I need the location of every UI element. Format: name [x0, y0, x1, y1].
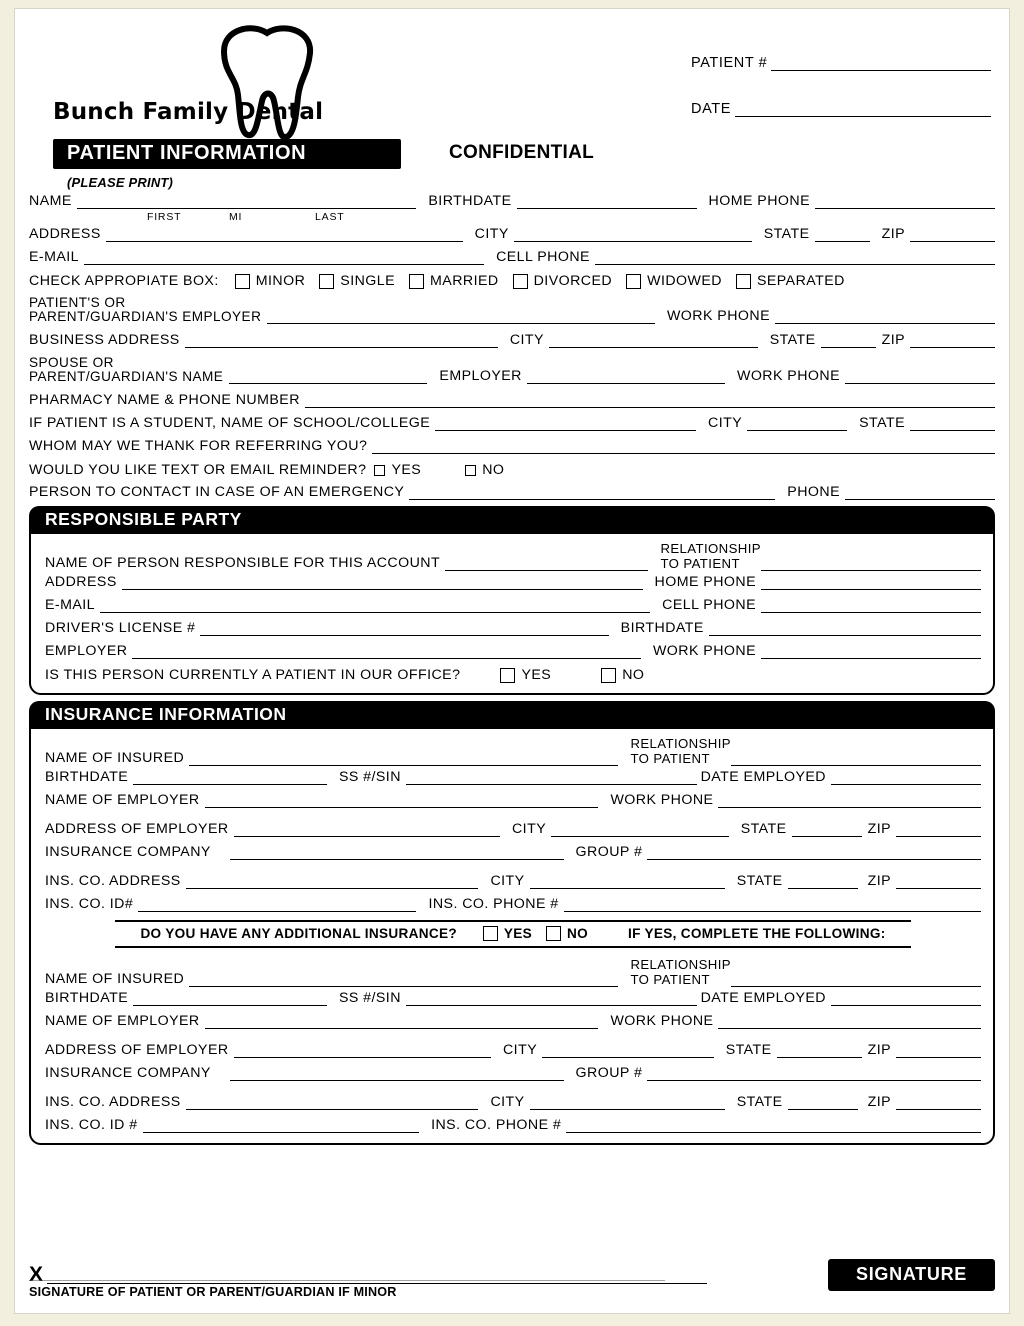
ins-co-zip-input[interactable]: [896, 874, 981, 889]
employer2-state-label: STATE: [725, 1042, 772, 1058]
business-address-label: BUSINESS ADDRESS: [29, 332, 180, 348]
date-row: [691, 101, 991, 117]
status-option-single[interactable]: [319, 273, 395, 289]
birthdate-label: BIRTHDATE: [428, 193, 512, 209]
referral-row: [29, 439, 995, 454]
insurance2-company-label: INSURANCE COMPANY: [45, 1065, 211, 1081]
name-row: [29, 194, 995, 209]
emergency-phone-input[interactable]: [845, 485, 995, 500]
insured2-ssn-input[interactable]: [406, 991, 697, 1006]
employer-city-input[interactable]: [551, 822, 729, 837]
responsible-cell-phone-input[interactable]: [761, 598, 981, 613]
student-state-input[interactable]: [910, 416, 995, 431]
ins-co2-id-label: INS. CO. ID #: [45, 1117, 138, 1133]
patient-employer-input[interactable]: [267, 309, 655, 324]
ins-co2-city-input[interactable]: [530, 1095, 725, 1110]
insured-name-label: NAME OF INSURED: [45, 750, 185, 766]
page-title: PATIENT INFORMATION: [53, 139, 401, 169]
status-label-single: SINGLE: [340, 273, 396, 289]
student-state-label: STATE: [859, 415, 905, 431]
ins-co2-phone-label: INS. CO. PHONE #: [431, 1117, 562, 1133]
business-address-input[interactable]: [185, 333, 498, 348]
responsible-email-label: E-MAIL: [45, 597, 96, 613]
checkbox-separated[interactable]: [736, 274, 751, 289]
pharmacy-label: PHARMACY NAME & PHONE NUMBER: [29, 392, 300, 408]
confidential-label: CONFIDENTIAL: [449, 142, 595, 163]
ins-co2-state-label: STATE: [736, 1094, 783, 1110]
insured2-ssn-label: SS #/SIN: [338, 990, 401, 1006]
insured-ssn-input[interactable]: [406, 770, 697, 785]
insured2-date-employed-input[interactable]: [831, 991, 981, 1006]
business-zip-input[interactable]: [910, 333, 995, 348]
employer2-state-input[interactable]: [777, 1043, 862, 1058]
ins-co2-city-label: CITY: [490, 1094, 525, 1110]
patient-employer-label-line1: PATIENT'S OR: [29, 295, 126, 310]
insured-employer-input[interactable]: [205, 793, 599, 808]
insured2-name-label: NAME OF INSURED: [45, 971, 185, 987]
insured2-relationship-input[interactable]: [731, 972, 981, 987]
insurance-section: [29, 701, 995, 1145]
ins-co-address-input[interactable]: [186, 874, 479, 889]
additional-no[interactable]: [546, 926, 588, 941]
ins-co2-zip-label: ZIP: [867, 1094, 891, 1110]
responsible-yes-label: YES: [521, 667, 552, 683]
spouse-label-line1: SPOUSE OR: [29, 355, 114, 370]
pharmacy-row: [29, 393, 995, 408]
insured2-relationship-line1: RELATIONSHIP: [630, 957, 731, 972]
employer-address-row: [45, 822, 981, 837]
employer-address-label: ADDRESS OF EMPLOYER: [45, 821, 229, 837]
spouse-row: [29, 356, 995, 384]
cell-phone-label: CELL PHONE: [496, 249, 590, 265]
employer2-zip-input[interactable]: [896, 1043, 981, 1058]
insured-work-phone-label: WORK PHONE: [610, 792, 714, 808]
email-input[interactable]: [84, 250, 484, 265]
insured2-employer-label: NAME OF EMPLOYER: [45, 1013, 200, 1029]
additional-insurance-question: DO YOU HAVE ANY ADDITIONAL INSURANCE?: [140, 926, 457, 941]
home-phone-input[interactable]: [815, 194, 995, 209]
insurance-company-row: [45, 845, 981, 860]
responsible-no-label: NO: [622, 667, 645, 683]
status-label-minor: MINOR: [255, 273, 306, 289]
checkbox-married[interactable]: [409, 274, 424, 289]
date-label: DATE: [691, 101, 731, 117]
additional-if-yes-note: IF YES, COMPLETE THE FOLLOWING:: [628, 926, 886, 941]
responsible-cell-phone-label: CELL PHONE: [662, 597, 756, 613]
ins-co2-address-row: [45, 1095, 981, 1110]
insurance-group-input[interactable]: [647, 845, 981, 860]
practice-logo: [37, 21, 327, 131]
employer-city-label: CITY: [511, 821, 547, 837]
insured-work-phone-input[interactable]: [718, 793, 981, 808]
responsible-work-phone-input[interactable]: [761, 644, 981, 659]
patient-number-row: [691, 55, 991, 71]
ins-co2-address-input[interactable]: [186, 1095, 479, 1110]
checkbox-additional-yes[interactable]: [483, 926, 498, 941]
responsible-current-yes[interactable]: [500, 667, 551, 683]
pharmacy-input[interactable]: [305, 393, 995, 408]
status-option-divorced[interactable]: [513, 273, 613, 289]
business-city-input[interactable]: [549, 333, 758, 348]
responsible-employer-row: [45, 644, 981, 659]
city-input[interactable]: [514, 227, 752, 242]
business-state-input[interactable]: [821, 333, 876, 348]
reminder-row: [29, 462, 995, 478]
address-row: [29, 227, 995, 242]
birthdate-input[interactable]: [517, 194, 697, 209]
responsible-relationship-line2: TO PATIENT: [660, 555, 740, 571]
additional-no-label: NO: [567, 926, 589, 941]
state-input[interactable]: [815, 227, 870, 242]
ins-co-zip-label: ZIP: [867, 873, 891, 889]
checkbox-responsible-yes[interactable]: [500, 668, 515, 683]
responsible-address-row: [45, 575, 981, 590]
signature-button[interactable]: SIGNATURE: [828, 1259, 995, 1291]
insured-date-employed-input[interactable]: [831, 770, 981, 785]
email-row: [29, 250, 995, 265]
business-address-row: [29, 333, 995, 348]
insurance2-company-row: [45, 1066, 981, 1081]
insurance2-group-label: GROUP #: [575, 1065, 643, 1081]
emergency-contact-input[interactable]: [409, 485, 775, 500]
status-label-widowed: WIDOWED: [647, 273, 722, 289]
ins-co2-id-row: [45, 1118, 981, 1133]
employer2-address-row: [45, 1043, 981, 1058]
signature-x-mark: X: [29, 1263, 44, 1286]
header-fields: [691, 55, 991, 147]
responsible-relationship-label: [660, 542, 761, 571]
responsible-license-row: [45, 621, 981, 636]
student-school-input[interactable]: [435, 416, 696, 431]
patient-work-phone-input[interactable]: [775, 309, 995, 324]
insured-employer-label: NAME OF EMPLOYER: [45, 792, 200, 808]
student-city-label: CITY: [708, 415, 743, 431]
spouse-work-phone-input[interactable]: [845, 369, 995, 384]
insurance-company-label: INSURANCE COMPANY: [45, 844, 211, 860]
state-label: STATE: [763, 226, 810, 242]
responsible-name-row: [45, 542, 981, 571]
patient-employer-label-line2: PARENT/GUARDIAN'S EMPLOYER: [29, 309, 262, 324]
responsible-current-patient-row: [45, 667, 981, 683]
responsible-home-phone-label: HOME PHONE: [654, 574, 756, 590]
insured2-birthdate-input[interactable]: [133, 991, 327, 1006]
emergency-row: [29, 485, 995, 500]
spouse-employer-label: EMPLOYER: [439, 368, 522, 384]
date-input[interactable]: [735, 103, 991, 117]
insured-relationship-input[interactable]: [731, 751, 981, 766]
responsible-license-label: DRIVER'S LICENSE #: [45, 620, 196, 636]
insured2-work-phone-input[interactable]: [718, 1014, 981, 1029]
checkbox-minor[interactable]: [235, 274, 250, 289]
insured-birthdate-row: [45, 770, 981, 785]
insurance2-company-input[interactable]: [230, 1066, 564, 1081]
insured-relationship-line1: RELATIONSHIP: [630, 736, 731, 751]
referral-label: WHOM MAY WE THANK FOR REFERRING YOU?: [29, 438, 368, 454]
responsible-home-phone-input[interactable]: [761, 575, 981, 590]
status-option-separated[interactable]: [736, 273, 845, 289]
insurance2-group-input[interactable]: [647, 1066, 981, 1081]
spouse-label: [29, 356, 223, 384]
emergency-phone-label: PHONE: [787, 484, 840, 500]
ins-co-city-input[interactable]: [530, 874, 725, 889]
please-print-note: (PLEASE PRINT): [67, 175, 174, 190]
ins-co-state-label: STATE: [736, 873, 783, 889]
student-city-input[interactable]: [747, 416, 847, 431]
employer2-address-label: ADDRESS OF EMPLOYER: [45, 1042, 229, 1058]
business-state-label: STATE: [769, 332, 816, 348]
form-header: [29, 19, 995, 137]
insured2-employer-row: [45, 1014, 981, 1029]
patient-number-input[interactable]: [771, 57, 991, 71]
insured-birthdate-label: BIRTHDATE: [45, 769, 129, 785]
insured-birthdate-input[interactable]: [133, 770, 327, 785]
employer-zip-input[interactable]: [896, 822, 981, 837]
status-option-minor[interactable]: [235, 273, 306, 289]
insured2-relationship-line2: TO PATIENT: [630, 971, 710, 987]
responsible-party-title: RESPONSIBLE PARTY: [29, 506, 995, 534]
name-sublabels: [29, 211, 995, 223]
responsible-birthdate-label: BIRTHDATE: [620, 620, 704, 636]
reminder-yes-label: YES: [391, 462, 422, 478]
insurance-company-input[interactable]: [230, 845, 564, 860]
checkbox-additional-no[interactable]: [546, 926, 561, 941]
email-label: E-MAIL: [29, 249, 80, 265]
patient-number-label: PATIENT #: [691, 55, 768, 71]
checkbox-single[interactable]: [319, 274, 334, 289]
ins-co-id-row: [45, 897, 981, 912]
title-row: [29, 139, 995, 169]
form-page: [14, 8, 1010, 1314]
ins-co-address-row: [45, 874, 981, 889]
business-city-label: CITY: [509, 332, 544, 348]
responsible-email-input[interactable]: [100, 598, 650, 613]
responsible-address-input[interactable]: [122, 575, 643, 590]
employer-state-label: STATE: [740, 821, 787, 837]
checkbox-responsible-no[interactable]: [601, 668, 616, 683]
reminder-label: WOULD YOU LIKE TEXT OR EMAIL REMINDER?: [29, 462, 367, 478]
ins-co-id-input[interactable]: [138, 897, 416, 912]
checkbox-widowed[interactable]: [626, 274, 641, 289]
address-input[interactable]: [106, 227, 463, 242]
responsible-work-phone-label: WORK PHONE: [652, 643, 756, 659]
name-sub-last: LAST: [315, 211, 345, 223]
ins-co2-zip-input[interactable]: [896, 1095, 981, 1110]
responsible-relationship-line1: RELATIONSHIP: [660, 541, 761, 556]
insured2-birthdate-row: [45, 991, 981, 1006]
employer-state-input[interactable]: [792, 822, 862, 837]
responsible-current-patient-label: IS THIS PERSON CURRENTLY A PATIENT IN OUR OFFICE?: [45, 667, 461, 683]
additional-yes-label: YES: [503, 926, 533, 941]
responsible-party-section: [29, 506, 995, 695]
responsible-address-label: ADDRESS: [45, 574, 117, 590]
tooth-icon: [212, 21, 322, 146]
insured-name-row: [45, 737, 981, 766]
signature-strikethrough: [29, 1280, 665, 1281]
responsible-employer-label: EMPLOYER: [45, 643, 128, 659]
insured-employer-row: [45, 793, 981, 808]
ins-co-address-label: INS. CO. ADDRESS: [45, 873, 181, 889]
city-label: CITY: [474, 226, 509, 242]
status-label-separated: SEPARATED: [756, 273, 845, 289]
ins-co-id-label: INS. CO. ID#: [45, 896, 134, 912]
patient-employer-row: [29, 296, 995, 324]
signature-zone: [29, 1265, 995, 1299]
name-label: NAME: [29, 193, 72, 209]
patient-employer-label: [29, 296, 261, 324]
status-label-married: MARRIED: [430, 273, 499, 289]
additional-yes[interactable]: [483, 926, 532, 941]
responsible-license-input[interactable]: [200, 621, 608, 636]
responsible-birthdate-input[interactable]: [709, 621, 981, 636]
address-label: ADDRESS: [29, 226, 101, 242]
insured-date-employed-label: DATE EMPLOYED: [700, 769, 826, 785]
ins-co2-id-input[interactable]: [143, 1118, 420, 1133]
status-option-married[interactable]: [409, 273, 499, 289]
checkbox-reminder-no[interactable]: [465, 465, 476, 476]
employer-zip-label: ZIP: [867, 821, 891, 837]
insured2-name-row: [45, 958, 981, 987]
ins-co-phone-input[interactable]: [564, 897, 981, 912]
status-label-divorced: DIVORCED: [533, 273, 613, 289]
zip-label: ZIP: [881, 226, 905, 242]
cell-phone-input[interactable]: [595, 250, 995, 265]
insured2-birthdate-label: BIRTHDATE: [45, 990, 129, 1006]
spouse-work-phone-label: WORK PHONE: [736, 368, 841, 384]
ins-co2-address-label: INS. CO. ADDRESS: [45, 1094, 181, 1110]
ins-co-phone-label: INS. CO. PHONE #: [428, 896, 559, 912]
marital-status-row: [29, 273, 995, 289]
responsible-name-input[interactable]: [445, 556, 648, 571]
responsible-employer-input[interactable]: [132, 644, 641, 659]
home-phone-label: HOME PHONE: [708, 193, 810, 209]
employer-address-input[interactable]: [234, 822, 500, 837]
insured2-work-phone-label: WORK PHONE: [610, 1013, 714, 1029]
insured-relationship-line2: TO PATIENT: [630, 750, 710, 766]
responsible-relationship-input[interactable]: [761, 556, 981, 571]
name-sub-mi: MI: [229, 211, 243, 223]
referral-input[interactable]: [372, 439, 995, 454]
zip-input[interactable]: [910, 227, 995, 242]
insured2-date-employed-label: DATE EMPLOYED: [700, 990, 826, 1006]
emergency-label: PERSON TO CONTACT IN CASE OF AN EMERGENCY: [29, 484, 405, 500]
additional-insurance-row: [115, 922, 911, 948]
reminder-option-no[interactable]: [465, 462, 504, 478]
spouse-name-input[interactable]: [229, 369, 427, 384]
ins-co2-state-input[interactable]: [788, 1095, 858, 1110]
insured2-employer-input[interactable]: [205, 1014, 599, 1029]
business-zip-label: ZIP: [881, 332, 905, 348]
ins-co-city-label: CITY: [490, 873, 525, 889]
ins-co-state-input[interactable]: [788, 874, 858, 889]
name-input[interactable]: [77, 194, 417, 209]
insured2-name-input[interactable]: [189, 972, 618, 987]
ins-co2-phone-input[interactable]: [566, 1118, 981, 1133]
insured-name-input[interactable]: [189, 751, 618, 766]
responsible-current-no[interactable]: [601, 667, 644, 683]
checkbox-divorced[interactable]: [513, 274, 528, 289]
employer2-zip-label: ZIP: [867, 1042, 891, 1058]
patient-section: [29, 194, 995, 500]
signature-input[interactable]: [47, 1265, 707, 1284]
spouse-employer-input[interactable]: [527, 369, 725, 384]
status-option-widowed[interactable]: [626, 273, 722, 289]
insured-ssn-label: SS #/SIN: [338, 769, 401, 785]
responsible-email-row: [45, 598, 981, 613]
checkbox-reminder-yes[interactable]: [374, 465, 385, 476]
check-box-label: CHECK APPROPIATE BOX:: [29, 273, 219, 289]
employer2-city-input[interactable]: [542, 1043, 714, 1058]
student-label: IF PATIENT IS A STUDENT, NAME OF SCHOOL/COLLEGE: [29, 415, 431, 431]
employer2-city-label: CITY: [502, 1042, 538, 1058]
name-sub-first: FIRST: [147, 211, 182, 223]
student-row: [29, 416, 995, 431]
responsible-name-label: NAME OF PERSON RESPONSIBLE FOR THIS ACCOUNT: [45, 555, 441, 571]
practice-name: Bunch Family Dental: [53, 99, 324, 125]
patient-work-phone-label: WORK PHONE: [666, 308, 770, 324]
spouse-label-line2: PARENT/GUARDIAN'S NAME: [29, 369, 224, 384]
insurance-title: INSURANCE INFORMATION: [29, 701, 995, 729]
employer2-address-input[interactable]: [234, 1043, 491, 1058]
reminder-no-label: NO: [482, 462, 505, 478]
reminder-option-yes[interactable]: [374, 462, 421, 478]
insured-relationship-label: [630, 737, 731, 766]
insurance-group-label: GROUP #: [575, 844, 643, 860]
signature-caption: SIGNATURE OF PATIENT OR PARENT/GUARDIAN IF MINOR: [29, 1285, 397, 1299]
insured2-relationship-label: [630, 958, 731, 987]
